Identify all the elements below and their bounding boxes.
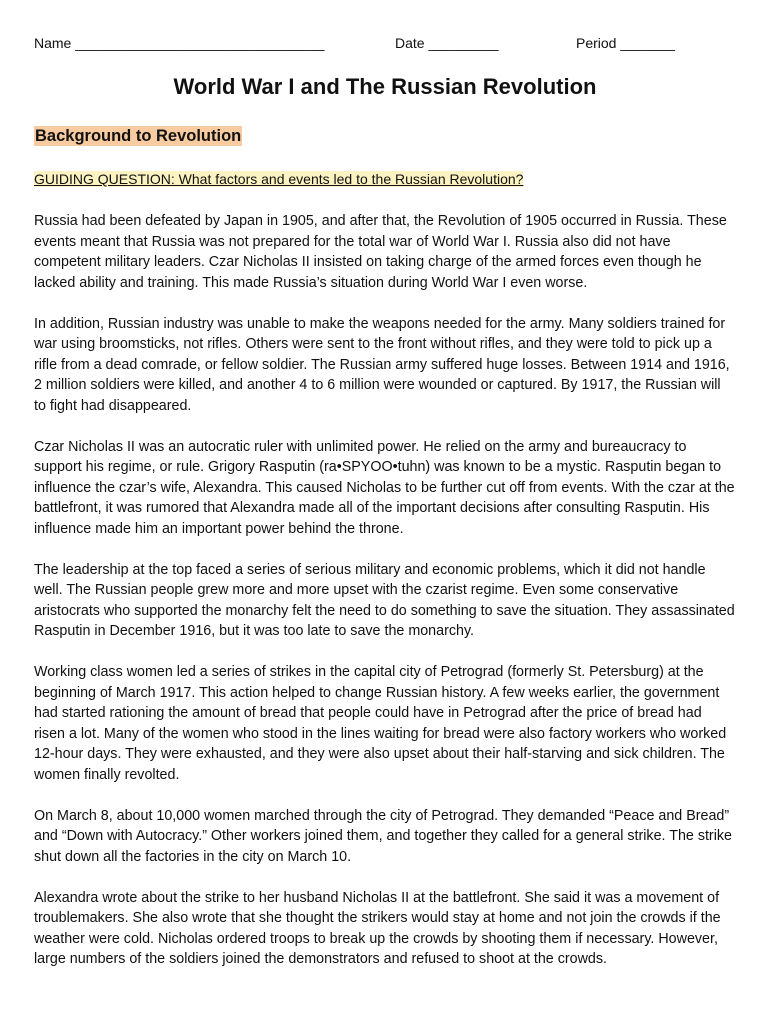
date-field[interactable]: Date _________ <box>395 35 499 51</box>
paragraph-3: Czar Nicholas II was an autocratic ruler with unlimited power. He relied on the army and bureaucracy to support his regime, or rule. Grigory Rasputin (ra•SPYOO•tuhn) was known to be a mystic. Rasputin began to influence the czar’s wife, Alexandra. This caused Nicholas to be further cut off from events. With the czar at the battlefront, it was rumored that Alexandra made all of the important decisions after consulting Rasputin. His influence made him an important power behind the throne. <box>34 438 735 537</box>
paragraph-5: Working class women led a series of strikes in the capital city of Petrograd (formerly St. Petersburg) at the beginning of March 1917. This action helped to change Russian history. A few weeks earlier, the government had started rationing the amount of bread that people could have in Petrograd after the price of bread had risen a lot. Many of the women who stood in the lines waiting for bread were also factory workers who worked 12-hour days. They were exhausted, and they were also upset about their half-starving and sick children. The women finally revolted. <box>34 664 727 783</box>
paragraph-6: On March 8, about 10,000 women marched through the city of Petrograd. They demanded “Peace and Bread” and “Down with Autocracy.” Other workers joined them, and together they called for a general strike. The strike shut down all the factories in the city on March 10. <box>34 807 732 865</box>
guiding-question-text: GUIDING QUESTION: What factors and events led to the Russian Revolution? <box>34 171 524 187</box>
period-field[interactable]: Period _______ <box>576 35 675 51</box>
paragraph-2: In addition, Russian industry was unable to make the weapons needed for the army. Many soldiers trained for war using broomsticks, not rifles. Others were sent to the front without rifles, and they were told to pick up a rifle from a dead comrade, or fellow soldier. The Russian army suffered huge losses. Between 1914 and 1916, 2 million soldiers were killed, and another 4 to 6 million were wounded or captured. By 1917, the Russian will to fight had disappeared. <box>34 315 730 414</box>
student-info-header <box>34 35 736 55</box>
name-field[interactable]: Name ________________________________ <box>34 35 325 51</box>
page-title: World War I and The Russian Revolution <box>173 74 597 99</box>
reading-passage <box>34 211 736 990</box>
paragraph-1: Russia had been defeated by Japan in 1905, and after that, the Revolution of 1905 occurred in Russia. These events meant that Russia was not prepared for the total war of World War I. Russia also did not have competent military leaders. Czar Nicholas II insisted on taking charge of the armed forces even though he lacked ability and training. This made Russia’s situation during World War I even worse. <box>34 213 727 291</box>
section-heading <box>34 127 242 146</box>
paragraph-4: The leadership at the top faced a series of serious military and economic problems, which it did not handle well. The Russian people grew more and more upset with the czarist regime. Even some conservative aristocrats who supported the monarchy felt the need to do something to save the situation. They assassinated Rasputin in December 1916, but it was too late to save the monarchy. <box>34 561 735 639</box>
section-heading-text: Background to Revolution <box>35 127 242 145</box>
guiding-question <box>34 171 523 187</box>
paragraph-7: Alexandra wrote about the strike to her husband Nicholas II at the battlefront. She said it was a movement of troublemakers. She also wrote that she thought the strikers would stay at home and not join the crowds if the weather were cold. Nicholas ordered troops to break up the crowds by shooting them if necessary. However, large numbers of the soldiers joined the demonstrators and refused to shoot at the crowds. <box>34 889 721 967</box>
